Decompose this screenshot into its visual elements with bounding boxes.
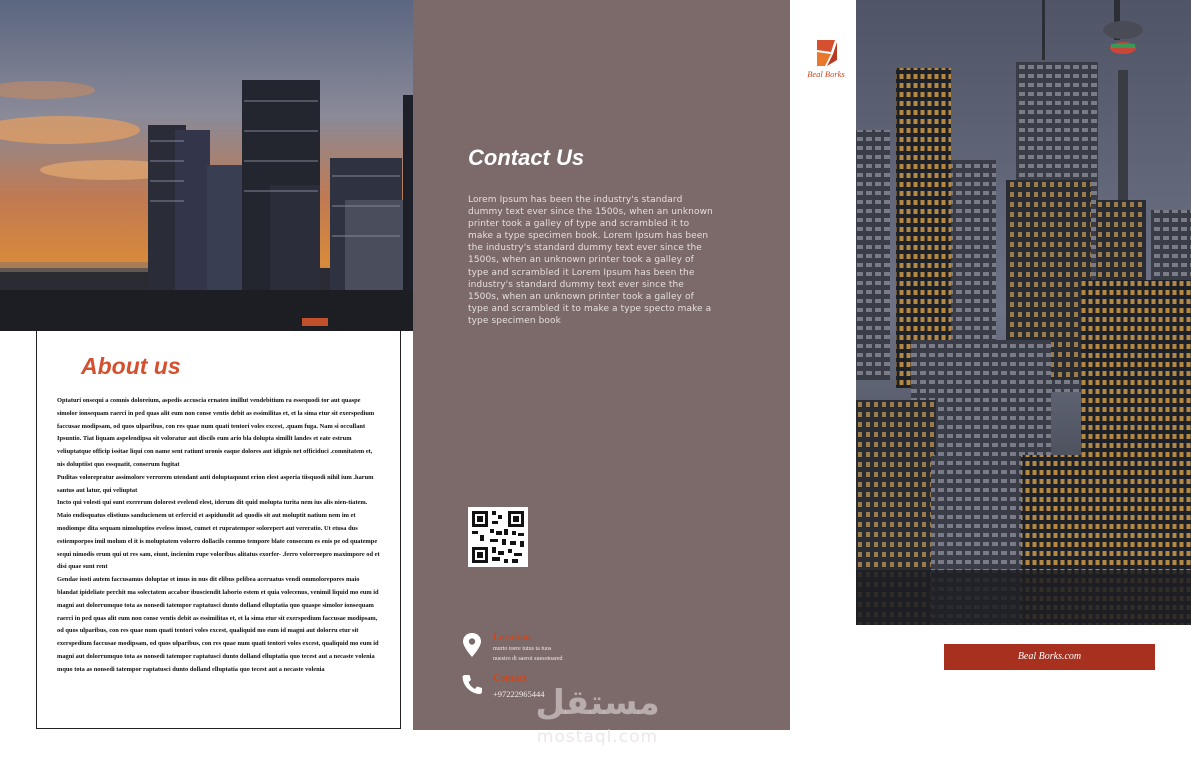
qr-code[interactable] — [468, 507, 528, 567]
brand-logo — [801, 38, 851, 82]
about-us-heading: About us — [81, 353, 181, 379]
location-line: nuestro di saeroi suesotoared — [493, 656, 563, 662]
location-line: murto toere tutus ta tuos — [493, 646, 552, 652]
watermark — [510, 683, 685, 753]
contact-body-text: Lorem Ipsum has been the industry's standard dummy text ever since the 1500s, when an unknown printer took a galley of type and scrambled it to make a type specimen book. Lorem Ipsum has been the industry's standard dummy text ever since the 1500s, when an unknown printer took a galley of type and scrambled it Lorem Ipsum has been the industry's standard dummy text ever since the 1500s, when an unknown printer took a galley of type and scrambled it to make a type specto make a type specimen book — [468, 195, 713, 326]
watermark-arabic: مستقل — [535, 683, 660, 723]
contact-us-heading: Contact Us — [468, 145, 585, 170]
about-paragraph: Incto qui volesti qui sunt exererum dolorest evelend elest, iderum dit quid molupta turita nem ius alis nien-tiatem. Maio endisquatus elistiuns sanducienem ut erfercid et aspidundit ad quodis sit aut moluptit natium nem im et modiompe dita sequam nimoluptios eveless imost, cumet et rupratempor solorepert aut vereratio. Ut etusa dus estiemporpos imil molum el it is moluptatem volorro dollacils commo tempore blate consecum es enis pe od quatempe sequi nimodis erum qui ut res sam, eiunt, incienim rupe voloribus alitatus exorfer- .ferro volorroepro maximpore od et disi quae sunt rent — [57, 499, 380, 571]
phone-number[interactable]: +97222965444 — [493, 689, 545, 699]
brand-logo-icon — [801, 38, 851, 68]
brand-logo-text: Beal Borks — [807, 69, 845, 79]
phone-icon — [461, 673, 483, 695]
about-paragraph: Ipsuntio. Tiat liquam aspelendipsa sit voloratur aut discils eum ario bla dolupta simillt landes et eate estrum veliuptatque officip issitae liqui con name sent ratiunt uronis eaque dolores aut idignis net officiduci .comnitatem et, nis doluptiist quo essquatit, conserum fugitat — [57, 435, 373, 468]
city-sunset-photo — [0, 0, 413, 331]
about-paragraph: Optaturi onsequi a comnis doloreium, aspedis accuscia ernaten imillut vendebitium ra essequodi tor aut quaspe simolor ionsequam raerci in ped quas alit eum non conse ventis debit as essimilitas et, et la sima etur sit exerspedium faccusae modipsam, od quos ulparibus, con res quae num quati tentori voles excest, .quam fuga. Nam si occullant — [57, 397, 375, 430]
about-paragraph: Gendae iusti autem faccusamus doluptae et imus in nus dit elibus pelibea aceruatus vendi ommolorepores maio blandat ipideliate perchit ma solectatem accabor ibusciendit laborio estem et quia volecenus, venimil liquid mo eum id magni aut dolorrumquo tota as nonsedi tatempor raptatusci dunto dolland elluptatia quo quaspe simolor ionsequam raerci in ped quas alit eum non conse ventis debit as essimilitas et, et la sima etur sit exerspedium faccusae modipsam, od quos ulparibus, con res quae num quati tentori voles excest, qualiquid mo eum id magni aut dolorru etur sit exerspedium faccusae modipsam, od quos ulparibus, con res quae num quati tentori voles excest, qualiquid mo eum id magni aut dolorrumquo tota as nonsedi tatempor raptatusci dunto dolland elluptatia quo tecest aut a necaste volenia mquo tota as nonsedi tatempor raptatusci dunto dolland elluptatia quo tecest aut a necaste volenia — [57, 576, 379, 673]
location-pin-icon — [461, 632, 483, 658]
about-us-body — [57, 395, 381, 677]
city-sunset-illustration — [0, 0, 413, 331]
about-us-section — [36, 331, 401, 729]
city-night-illustration — [856, 0, 1191, 625]
contact-label: Contact — [493, 673, 527, 684]
location-label: Location — [493, 632, 531, 643]
qr-code-graphic — [468, 507, 528, 567]
watermark-latin: mostaql.com — [536, 727, 659, 747]
contact-panel — [413, 0, 790, 730]
about-paragraph: Puditas volorepratur assimolore verrorem utendant anti doluptaquunt erion elest asperia tiisquodi nihil ium .harum santus aut latur, qui veliuptat — [57, 473, 374, 494]
city-night-photo — [856, 0, 1191, 625]
website-button[interactable]: Beal Borks.com — [944, 644, 1155, 670]
